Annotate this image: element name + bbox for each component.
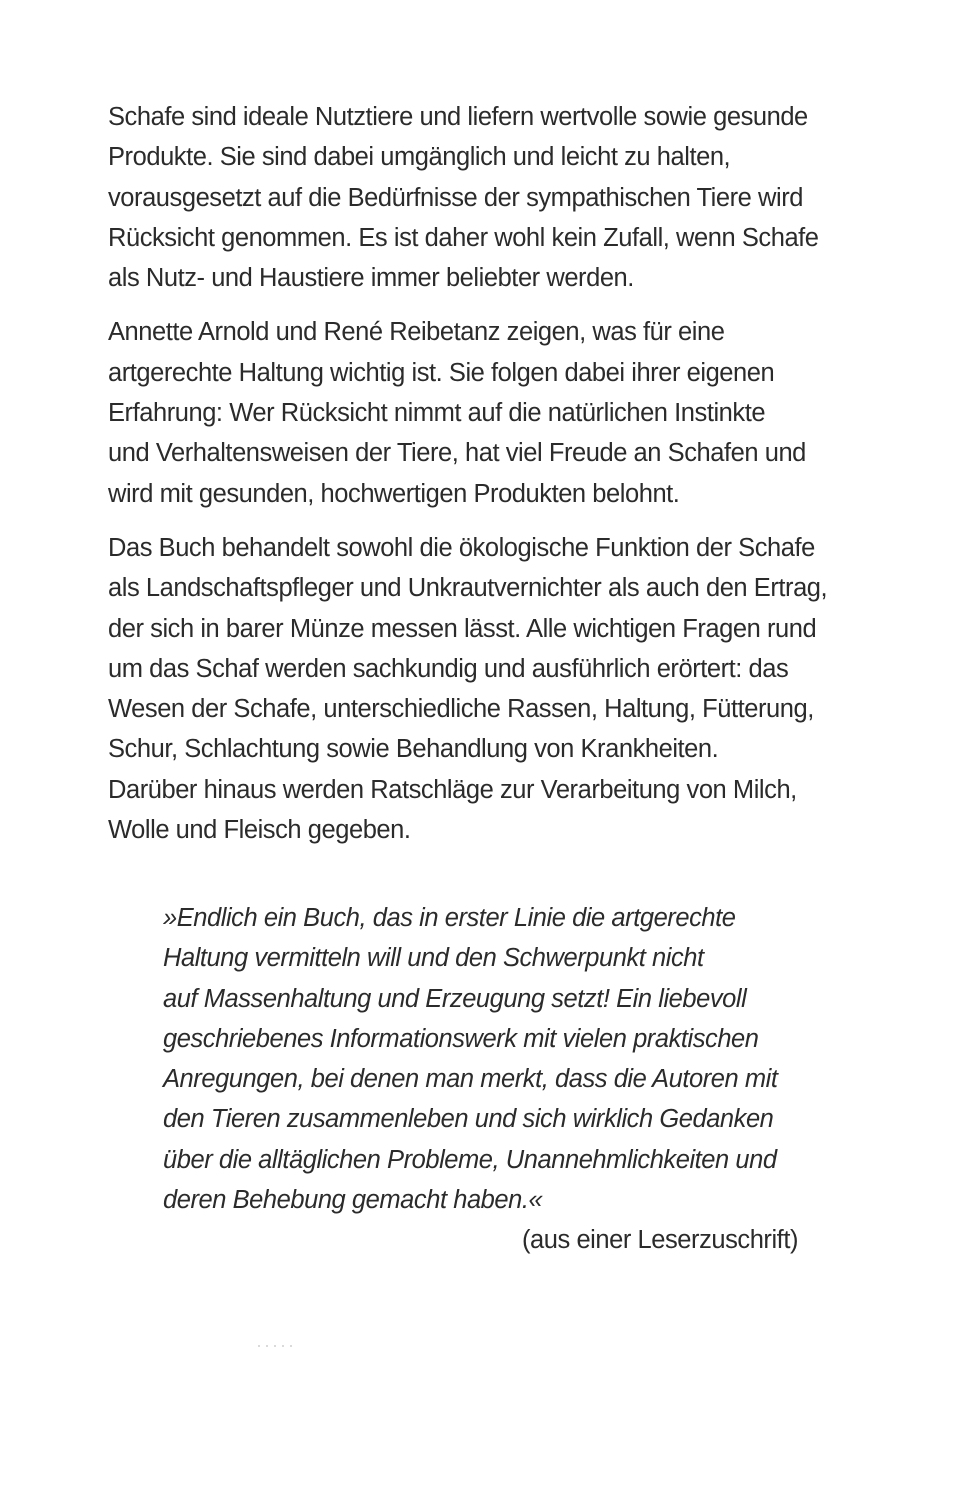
scan-speck-decoration — [258, 1334, 304, 1338]
quote-line: über die alltäglichen Probleme, Unannehmlichkeiten und — [163, 1145, 777, 1174]
blurb-text — [108, 97, 868, 864]
quote-line: »Endlich ein Buch, das in erster Linie die artgerechte — [163, 904, 736, 932]
text-line: vorausgesetzt auf die Bedürfnisse der sympathischen Tiere wird — [108, 183, 803, 212]
text-line: Schafe sind ideale Nutztiere und liefern wertvolle sowie gesunde — [108, 103, 808, 131]
text-line: Annette Arnold und René Reibetanz zeigen, was für eine — [108, 318, 725, 347]
text-line: Erfahrung: Wer Rücksicht nimmt auf die natürlichen Instinkte — [108, 399, 766, 428]
text-line: und Verhaltensweisen der Tiere, hat viel Freude an Schafen und — [108, 439, 806, 468]
text-line: Das Buch behandelt sowohl die ökologische Funktion der Schafe — [108, 533, 815, 562]
quote-line: den Tieren zusammenleben und sich wirklich Gedanken — [163, 1105, 774, 1134]
text-line: um das Schaf werden sachkundig und ausführlich erörtert: das — [108, 654, 789, 683]
text-line: Darüber hinaus werden Ratschläge zur Verarbeitung von Milch, — [108, 775, 797, 804]
text-line: wird mit gesunden, hochwertigen Produkten belohnt. — [108, 479, 680, 508]
paragraph-intro — [108, 97, 868, 298]
quote-line: geschriebenes Informationswerk mit vielen praktischen — [163, 1024, 759, 1053]
text-line: Wolle und Fleisch gegeben. — [108, 816, 411, 845]
reader-quote — [163, 898, 863, 1220]
text-line: der sich in barer Münze messen lässt. Alle wichtigen Fragen rund — [108, 614, 817, 643]
quote-attribution: (aus einer Leserzuschrift) — [522, 1226, 798, 1254]
text-line: Wesen der Schafe, unterschiedliche Rassen, Haltung, Fütterung, — [108, 695, 814, 724]
paragraph-authors — [108, 312, 868, 513]
text-line: Schur, Schlachtung sowie Behandlung von Krankheiten. — [108, 735, 719, 764]
quote-line: deren Behebung gemacht haben.« — [163, 1186, 543, 1215]
quote-line: Anregungen, bei denen man merkt, dass die Autoren mit — [163, 1065, 778, 1094]
text-line: als Landschaftspfleger und Unkrautvernichter als auch den Ertrag, — [108, 574, 828, 603]
paragraph-contents — [108, 528, 868, 850]
quote-line: Haltung vermitteln will und den Schwerpunkt nicht — [163, 944, 704, 973]
text-line: als Nutz- und Haustiere immer beliebter werden. — [108, 264, 634, 293]
text-line: Rücksicht genommen. Es ist daher wohl kein Zufall, wenn Schafe — [108, 223, 819, 252]
text-line: Produkte. Sie sind dabei umgänglich und leicht zu halten, — [108, 143, 731, 172]
quote-line: auf Massenhaltung und Erzeugung setzt! Ein liebevoll — [163, 984, 747, 1013]
text-line: artgerechte Haltung wichtig ist. Sie folgen dabei ihrer eigenen — [108, 358, 775, 387]
